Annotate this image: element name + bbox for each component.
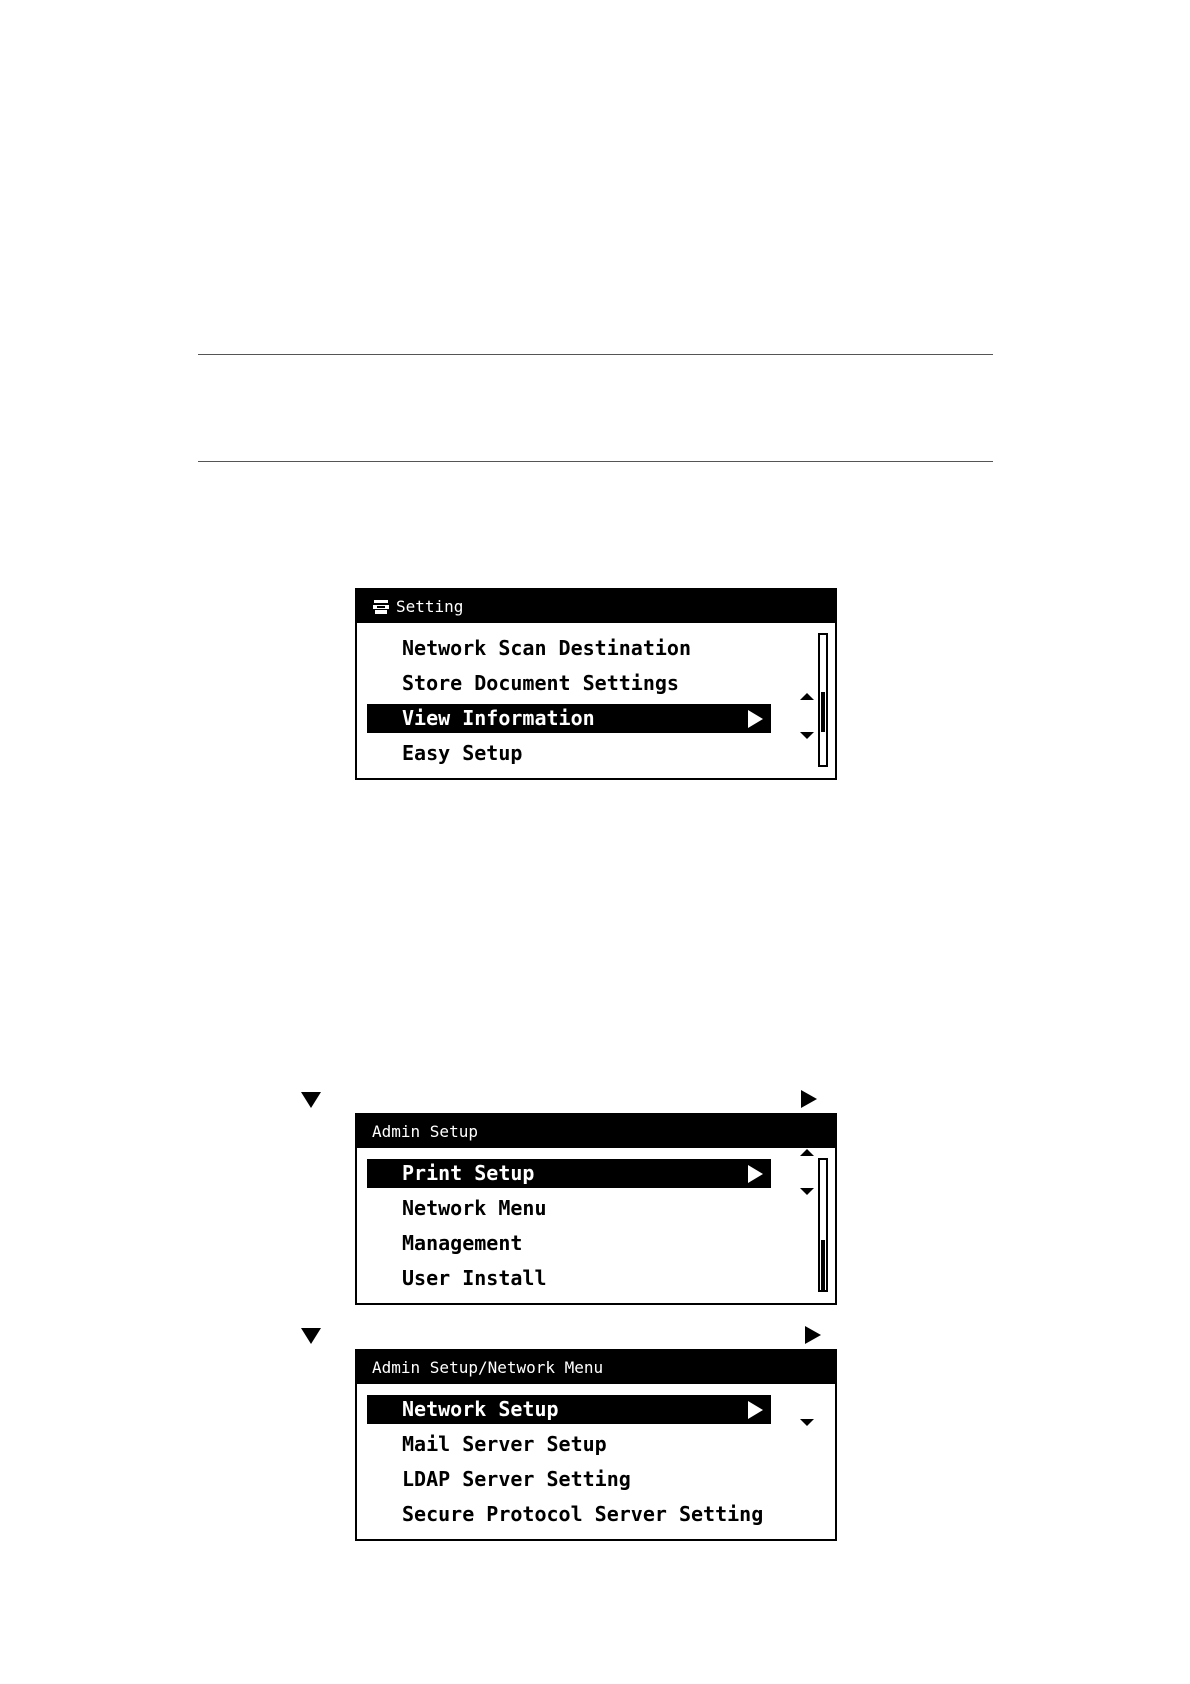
right-triangle-icon (805, 1326, 821, 1344)
menu-item-user-install[interactable]: User Install (402, 1266, 547, 1290)
menu-item-print-setup[interactable] (367, 1159, 771, 1188)
menu-item-mail-server-setup[interactable]: Mail Server Setup (402, 1432, 607, 1456)
scrollbar[interactable] (818, 633, 828, 767)
menu-item-ldap-server-setting[interactable]: LDAP Server Setting (402, 1467, 631, 1491)
menu-item-view-information[interactable] (367, 704, 771, 733)
submenu-arrow-icon (748, 1165, 763, 1183)
lcd-title-bar (357, 1115, 835, 1148)
scroll-arrows-icon (800, 693, 814, 739)
down-triangle-icon (301, 1328, 321, 1344)
menu-item-label: Print Setup (402, 1161, 535, 1185)
scroll-down-icon (800, 1419, 814, 1429)
menu-item-label: View Information (402, 706, 595, 730)
submenu-arrow-icon (748, 1401, 763, 1419)
menu-item-network-scan-destination[interactable]: Network Scan Destination (402, 636, 691, 660)
lcd-title-text: Admin Setup (372, 1122, 478, 1141)
right-triangle-icon (801, 1090, 817, 1108)
lcd-title-text: Admin Setup/Network Menu (372, 1358, 604, 1377)
scrollbar[interactable] (818, 1158, 828, 1292)
lcd-screen-setting (355, 588, 837, 780)
lcd-screen-admin-setup (355, 1113, 837, 1305)
scroll-thumb[interactable] (821, 1240, 825, 1290)
gear-icon (372, 598, 390, 616)
down-triangle-icon (301, 1092, 321, 1108)
lcd-title-text: Setting (396, 597, 464, 616)
menu-item-store-document-settings[interactable]: Store Document Settings (402, 671, 679, 695)
submenu-arrow-icon (748, 710, 763, 728)
divider-bottom (198, 461, 993, 462)
menu-item-secure-protocol-server-setting[interactable]: Secure Protocol Server Setting (402, 1502, 764, 1526)
lcd-screen-network-menu (355, 1349, 837, 1541)
scroll-arrows-icon (800, 1149, 814, 1195)
menu-item-management[interactable]: Management (402, 1231, 523, 1255)
menu-item-network-setup[interactable] (367, 1395, 771, 1424)
menu-item-label: Network Setup (402, 1397, 559, 1421)
scroll-thumb[interactable] (821, 692, 825, 732)
menu-item-easy-setup[interactable]: Easy Setup (402, 741, 523, 765)
menu-item-network-menu[interactable]: Network Menu (402, 1196, 547, 1220)
lcd-title-bar (357, 1351, 835, 1384)
divider-top (198, 354, 993, 355)
lcd-title-bar (357, 590, 835, 623)
